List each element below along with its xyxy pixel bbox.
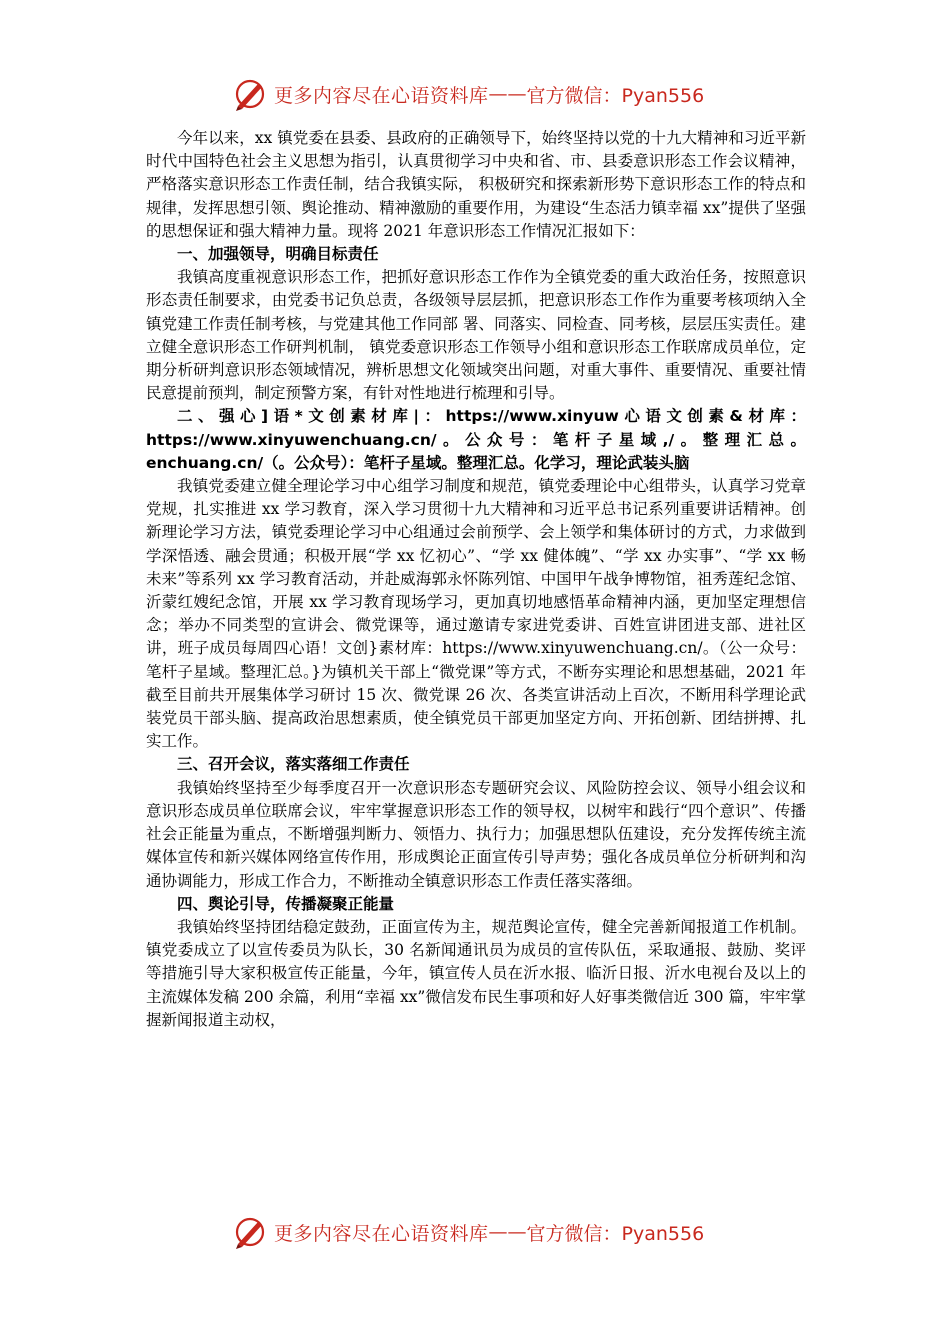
banner-wechat: 官方微信：Pyan556: [526, 1222, 705, 1245]
pen-logo-icon: [232, 76, 268, 112]
section-paragraph-3: 我镇始终坚持至少每季度召开一次意识形态专题研究会议、风险防控会议、领导小组会议和意识形态成员单位联席会议，牢牢掌握意识形态工作的领导权，以树牢和践行“四个意识”、传播社会正能量为重点，不断增强判断力、领悟力、执行力；加强思想队伍建设，充分发挥传统主流媒体宣传和新兴媒体网络宣传作用，形成舆论正面宣传引导声势；强化各成员单位分析研判和沟通协调能力，形成工作合力，不断推动全镇意识形态工作责任落实落细。: [146, 778, 806, 890]
banner-separator: ——: [488, 83, 527, 105]
footer-watermark-banner: [0, 1212, 950, 1252]
banner-wechat: 官方微信：Pyan556: [526, 84, 705, 107]
section-paragraph-4: 我镇始终坚持团结稳定鼓劲，正面宣传为主，规范舆论宣传，健全完善新闻报道工作机制。镇党委成立了以宣传委员为队长，30 名新闻通讯员为成员的宣传队伍，采取通报、鼓励、奖评等措施引导大家积极宣传正能量，今年，镇宣传人员在沂水报、临沂日报、沂水电视台及以上的主流媒体发稿 200 余篇，利用“幸福 xx”微信发布民生事项和好人好事类微信近 300 篇，牢牢掌握新闻报道主动权，: [146, 917, 806, 1029]
banner-title: 更多内容尽在心语资料库: [274, 1222, 489, 1245]
intro-paragraph: 今年以来，xx 镇党委在县委、县政府的正确领导下，始终坚持以党的十九大精神和习近平新时代中国特色社会主义思想为指引，认真贯彻学习中央和省、市、县委意识形态工作会议精神，严格落实意识形态工作责任制，结合我镇实际， 积极研究和探索新形势下意识形态工作的特点和规律，发挥思想引领、舆论推动、精神激励的重要作用，为建设“生态活力镇幸福 xx”提供了坚强的思想保证和强大精神力量。现将 2021 年意识形态工作情况汇报如下：: [146, 129, 806, 240]
section-heading-2: 二、强心]语*文创素材库|：https://www.xinyuw心语文创素&材库：https://www.xinyuwenchuang.cn/。公众号：笔杆子星域,/。整理汇总。enchuang.cn/（。公众号）：笔杆子星域。整理汇总。化学习，理论武装头脑: [146, 407, 806, 472]
section-heading-1: 一、加强领导，明确目标责任: [177, 245, 379, 264]
section-heading-4: 四、舆论引导，传播凝聚正能量: [177, 894, 395, 913]
pen-logo-icon: [232, 1214, 268, 1250]
header-watermark-banner: [0, 74, 950, 114]
document-body: [146, 127, 806, 1187]
section-paragraph-2: 我镇党委建立健全理论学习中心组学习制度和规范，镇党委理论中心组带头，认真学习党章党规，扎实推进 xx 学习教育，深入学习贯彻十九大精神和习近平总书记系列重要讲话精神。创新理论学习方法，镇党委理论学习中心组通过会前预学、会上领学和集体研讨的方式，力求做到学深悟透、融会贯通；积极开展“学 xx 忆初心”、“学 xx 健体魄”、“学 xx 办实事”、“学 xx 畅未来”等系列 xx 学习教育活动，并赴威海郭永怀陈列馆、中国甲午战争博物馆，祖秀莲纪念馆、沂蒙红嫂纪念馆，开展 xx 学习教育现场学习，更加真切地感悟革命精神内涵，更加坚定理想信念；举办不同类型的宣讲会、微党课等，通过邀请专家进党委讲、百姓宣讲团进支部、进社区讲，班子成员每周四心语！文创}素材库：https://www.xinyuwenchuang.cn/。（公一众号：笔杆子星域。整理汇总。}为镇机关干部上“微党课”等方式，不断夯实理论和思想基础，2021 年截至目前共开展集体学习研讨 15 次、微党课 26 次、各类宣讲活动上百次，不断用科学理论武装党员干部头脑、提高政治思想素质，使全镇党员干部更加坚定方向、开拓创新、团结拼搏、扎实工作。: [146, 477, 806, 751]
banner-title: 更多内容尽在心语资料库: [274, 84, 489, 107]
section-paragraph-1: 我镇高度重视意识形态工作，把抓好意识形态工作作为全镇党委的重大政治任务，按照意识形态责任制要求，由党委书记负总责，各级领导层层抓，把意识形态工作作为重要考核项纳入全镇党建工作责任制考核，与党建其他工作同部 署、同落实、同检查、同考核，层层压实责任。建立健全意识形态工作研判机制， 镇党委意识形态工作领导小组和意识形态工作联席成员单位，定期分析研判意识形态领域情况，辨析思想文化领域突出问题，对重大事件、重要情况、重要社情民意提前预判，制定预警方案，有针对性地进行梳理和引导。: [146, 268, 806, 403]
banner-separator: ——: [488, 1221, 527, 1243]
section-heading-3: 三、召开会议，落实落细工作责任: [177, 755, 410, 774]
